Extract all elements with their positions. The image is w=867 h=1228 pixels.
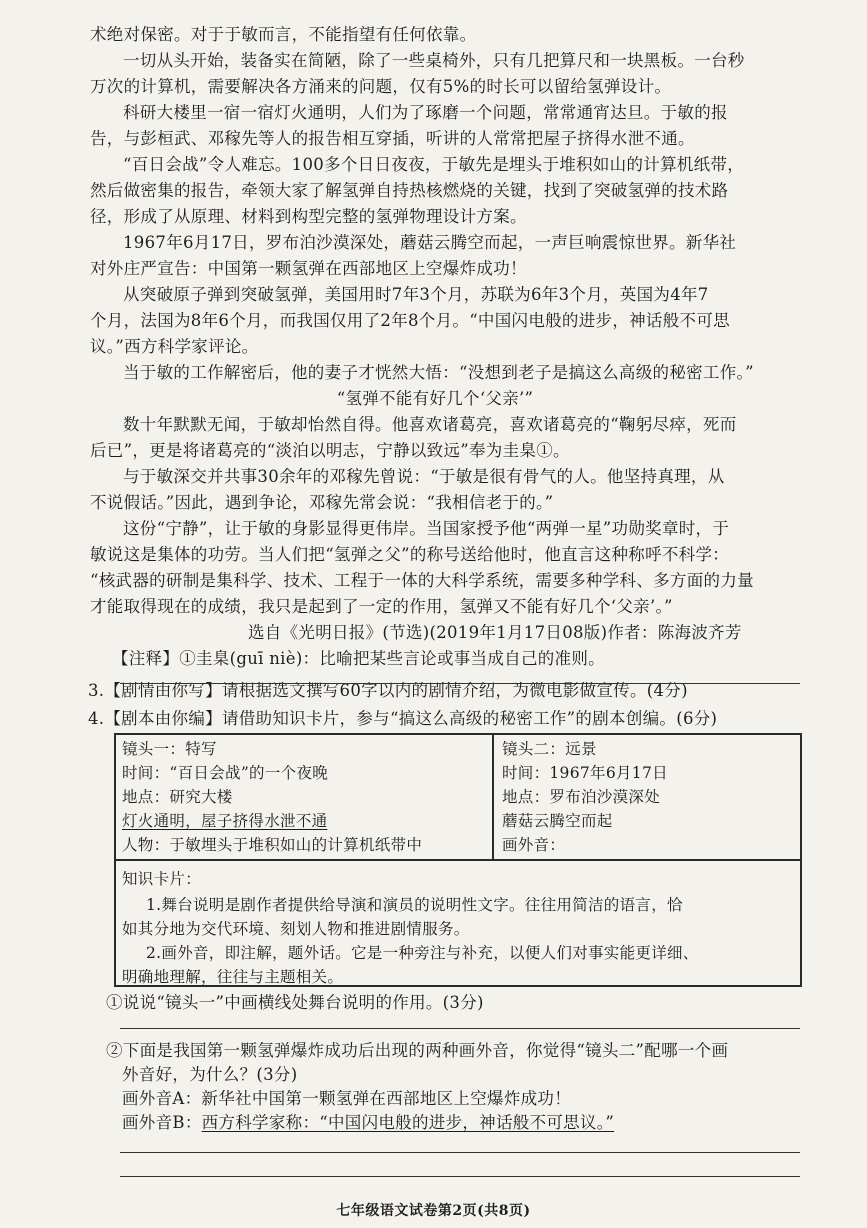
subquestion-1: ①说说“镜头一”中画横线处舞台说明的作用。(3分) xyxy=(106,993,484,1012)
voiceover-option-b-label: 画外音B： xyxy=(122,1113,202,1132)
passage-line: 从突破原子弹到突破氢弹，美国用时7年3个月，苏联为6年3个月，英国为4年7 xyxy=(123,285,709,304)
section-subtitle: “氢弹不能有好几个‘父亲’” xyxy=(336,389,534,408)
passage-line: 不说假话。”因此，遇到争论，邓稼先常会说：“我相信老于的。” xyxy=(90,493,554,512)
answer-line-q3[interactable] xyxy=(120,683,800,684)
shot2-voiceover: 画外音： xyxy=(502,836,566,854)
passage-line: 与于敏深交并共事30余年的邓稼先曾说：“于敏是很有骨气的人。他坚持真理，从 xyxy=(123,467,725,486)
shot1-title: 镜头一：特写 xyxy=(122,740,217,758)
shot1-stage-direction: 灯火通明，屋子挤得水泄不通 xyxy=(122,812,328,830)
passage-line: 个月，法国为8年6个月，而我国仅用了2年8个月。“中国闪电般的进步，神话般不可思 xyxy=(90,311,730,330)
question-4: 4.【剧本由你编】请借助知识卡片，参与“搞这么高级的秘密工作”的剧本创编。(6分) xyxy=(88,709,718,728)
passage-line: 后已”，更是将诸葛亮的“淡泊以明志，宁静以致远”奉为圭臬①。 xyxy=(90,441,570,460)
passage-line: 一切从头开始，装备实在简陋，除了一些桌椅外，只有几把算尺和一块黑板。一台秒 xyxy=(123,51,745,70)
passage-line: 当于敏的工作解密后，他的妻子才恍然大悟：“没想到老子是搞这么高级的秘密工作。” xyxy=(123,363,754,382)
card-line: 2.画外音，即注解，题外话。它是一种旁注与补充，以便人们对事实能更详细、 xyxy=(146,944,699,962)
passage-line: 径，形成了从原理、材料到构型完整的氢弹物理设计方案。 xyxy=(90,207,527,226)
card-line: 如其分地为交代环境、刻划人物和推进剧情服务。 xyxy=(122,920,470,938)
passage-line: 这份“宁静”，让于敏的身影显得更伟岸。当国家授予他“两弹一星”功勋奖章时，于 xyxy=(123,519,730,538)
passage-line: 对外庄严宣告：中国第一颗氢弹在西部地区上空爆炸成功！ xyxy=(90,259,527,278)
passage-line: 才能取得现在的成绩，我只是起到了一定的作用，氢弹又不能有好几个‘父亲’。” xyxy=(90,597,673,616)
card-title: 知识卡片： xyxy=(122,870,202,888)
card-line: 明确地理解，往往与主题相关。 xyxy=(122,968,344,986)
answer-line-sub2[interactable] xyxy=(120,1176,800,1177)
answer-line-sub2[interactable] xyxy=(120,1152,800,1153)
subquestion-2-cont: 外音好，为什么？(3分) xyxy=(122,1065,298,1084)
passage-line: 万次的计算机，需要解决各方涌来的问题，仅有5%的时长可以留给氢弹设计。 xyxy=(90,77,672,96)
page-footer: 七年级语文试卷第2页(共8页) xyxy=(336,1203,531,1219)
passage-line: 议。”西方科学家评论。 xyxy=(90,337,259,356)
shot2-scene: 蘑菇云腾空而起 xyxy=(502,812,613,830)
voiceover-option-a: 画外音A：新华社中国第一颗氢弹在西部地区上空爆炸成功！ xyxy=(122,1089,572,1108)
passage-line: 1967年6月17日，罗布泊沙漠深处，蘑菇云腾空而起，一声巨响震惊世界。新华社 xyxy=(123,233,737,252)
shot2-place: 地点：罗布泊沙漠深处 xyxy=(502,788,661,806)
shot1-time: 时间：“百日会战”的一个夜晚 xyxy=(122,764,329,782)
shot2-time: 时间：1967年6月17日 xyxy=(502,764,668,782)
shot2-title: 镜头二：远景 xyxy=(502,740,597,758)
shot1-place: 地点：研究大楼 xyxy=(122,788,233,806)
passage-line: 科研大楼里一宿一宿灯火通明，人们为了琢磨一个问题，常常通宵达旦。于敏的报 xyxy=(123,103,728,122)
voiceover-option-b-text: 西方科学家称：“中国闪电般的进步，神话般不可思议。” xyxy=(201,1113,615,1132)
passage-line: 敏说这是集体的功劳。当人们把“氢弹之父”的称号送给他时，他直言这种称呼不科学： xyxy=(90,545,730,564)
subquestion-2: ②下面是我国第一颗氢弹爆炸成功后出现的两种画外音，你觉得“镜头二”配哪一个画 xyxy=(106,1041,729,1060)
answer-line-sub1[interactable] xyxy=(120,1028,800,1029)
passage-line: 告，与彭桓武、邓稼先等人的报告相互穿插，听讲的人常常把屋子挤得水泄不通。 xyxy=(90,129,695,148)
question-3: 3.【剧情由你写】请根据选文撰写60字以内的剧情介绍，为微电影做宣传。(4分) xyxy=(88,681,688,700)
passage-line: 术绝对保密。对于于敏而言，不能指望有任何依靠。 xyxy=(90,25,477,44)
passage-line: 数十年默默无闻，于敏却怡然自得。他喜欢诸葛亮，喜欢诸葛亮的“鞠躬尽瘁，死而 xyxy=(123,415,737,434)
passage-line: “百日会战”令人难忘。100多个日日夜夜，于敏先是埋头于堆积如山的计算机纸带， xyxy=(123,155,745,174)
passage-line: 然后做密集的报告，牵领大家了解氢弹自持热核燃烧的关键，找到了突破氢弹的技术路 xyxy=(90,181,729,200)
shot1-person: 人物：于敏埋头于堆积如山的计算机纸带中 xyxy=(122,836,423,854)
voiceover-option-b xyxy=(122,1112,614,1134)
card-line: 1.舞台说明是剧作者提供给导演和演员的说明性文字。往往用简洁的语言，恰 xyxy=(146,896,683,914)
source-citation: 选自《光明日报》(节选)(2019年1月17日08版)作者：陈海波齐芳 xyxy=(248,623,742,642)
passage-line: “核武器的研制是集科学、技术、工程于一体的大科学系统，需要多种学科、多方面的力量 xyxy=(90,571,754,590)
footnote: 【注释】①圭臬(guī niè)：比喻把某些言论或事当成自己的准则。 xyxy=(112,649,605,668)
